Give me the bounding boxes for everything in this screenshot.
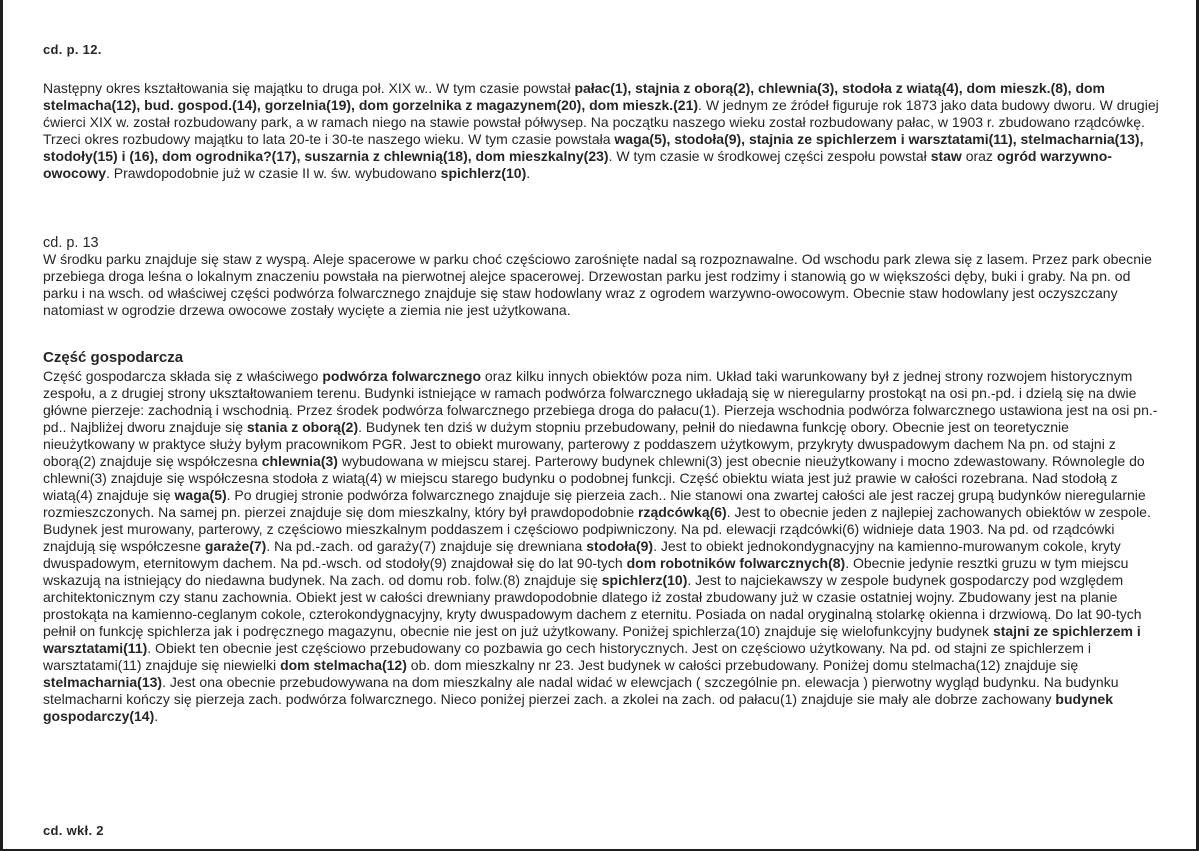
bold-term: pałac(1), stajnia z oborą(2), chlewnia(3), stodoła z wiatą(4), dom mieszk.(8), dom stelmacha(12), bud. gospod.(14), gorzelnia(19), dom gorzelnika z magazynem(20), dom mieszk.(21) (43, 80, 1106, 113)
text-run: . Obecnie jedynie resztki gruzu w tym miejscu wskazują na istniejący do niedawna budynek. Na zach. od domu rob. folw.(8) znajduje się (43, 555, 1129, 588)
bold-term: chlewnia(3) (261, 453, 338, 469)
text-run: wybudowana w miejscu starej. Parterowy budynek chlewni(3) jest obecnie nieużytkowany i mocno zdewastowany. Równolegle do chlewni(3) znajduje się współczesna stodoła z wiatą(4) w miejscu starego budynku o podobnej funkcji. Część obiektu wiata jest już prawie w całości rozebrana. Nad stodołą z wiatą(4) znajduje się (43, 453, 1145, 503)
text-run: . Jest to obecnie jeden z najlepiej zachowanych obiektów w zespole. Budynek jest murowany, parterowy, z częściowo mieszkalnym poddaszem i częściowo podpiwniczony. Na pd. elewacji rządcówki(6) widnieje data 1903. Na pd. od rządcówki znajdują się współczesne (43, 504, 1151, 554)
reference-label-wkl2: cd. wkł. 2 (43, 823, 104, 838)
bold-term: spichlerz(10) (440, 165, 527, 181)
bold-term: stania z oborą(2) (246, 419, 359, 435)
text-run: . (526, 165, 531, 181)
paragraph-economic-part-text (43, 368, 1163, 725)
text-run: W środku parku znajduje się staw z wyspą. Aleje spacerowe w parku choć częściowo zarośnięte nadal są rozpoznawalne. Od wschodu park zlewa się z lasem. Przez park obecnie przebiega droga leśna o lokalnym znaczeniu powstała na pierwotnej alejce spacerowej. Drzewostan parku jest rodzimy i stanowią go w większości dęby, buki i graby. Na pn. od parku i na wsch. od właściwej części podwórza folwarcznego znajduje się staw hodowlany wraz z ogrodem warzywno-owocowym. Obecnie staw hodowlany jest oczyszczany natomiast w ogrodzie drzewa owocowe zostały wycięte a ziemia nie jest użytkowana. (43, 251, 1152, 318)
text-run: oraz (961, 148, 997, 164)
bold-term: staw (930, 148, 962, 164)
bold-term: ogród warzywno-owocowy (43, 148, 1112, 181)
text-run: . Budynek ten dziś w dużym stopniu przebudowany, pełnił do niedawna funkcję obory. Obecnie jest on teoretycznie nieużytkowany w praktyce służy byłym pracownikom PGR. Jest to obiekt murowany, parterowy z poddaszem użytkowym, przykryty dwuspadowym dachem Na pn. od stajni z oborą(2) znajduje się współczesna (43, 419, 1116, 469)
text-run: . Obiekt ten obecnie jest częściowo przebudowany co pozbawia go cech historycznych. Jest on częściowo użytkowany. Na pd. od stajni ze spichlerzem i warsztatami(11) znajduje się niewielki (43, 640, 1091, 673)
bold-term: garaże(7) (204, 538, 267, 554)
text-run: . Jest to obiekt jednokondygnacyjny na kamienno-murowanym cokole, kryty dwuspadowym, eternitowym dachem. Na pd.-wsch. od stodoły(9) znajdował się do lat 90-tych (43, 538, 1121, 571)
paragraph-history (43, 80, 1163, 182)
text-run: Następny okres kształtowania się majątku to druga poł. XIX w.. W tym czasie powstał (43, 80, 575, 96)
paragraph-history-text (43, 80, 1163, 182)
text-run: ob. dom mieszkalny nr 23. Jest budynek w całości przebudowany. Poniżej domu stelmacha(12) znajduje się (406, 657, 1079, 673)
text-run: . Prawdopodobnie już w czasie II w. św. wybudowano (106, 165, 441, 181)
text-run: . (154, 708, 159, 724)
text-run: oraz kilku innych obiektów poza nim. Układ taki warunkowany był z jednej strony rozwojem historycznym zespołu, a z drugiej strony ukształtowaniem terenu. Budynki istniejące w ramach podwórza folwarcznego układają się w nieregularny prostokąt na osi pn.-pd. i dzielą się na dwie główne pierzeje: zachodnią i wschodnią. Przez środek podwórza folwarcznego przebiega droga do pałacu(1). Pierzeja wschodnia podwórza folwarcznego ustawiona jest na osi pn.-pd.. Najbliżej dworu znajduje się (43, 368, 1158, 435)
bold-term: stajni ze spichlerzem i warsztatami(11) (43, 623, 1141, 656)
bold-term: stodoła(9) (586, 538, 654, 554)
reference-label-p12: cd. p. 12. (43, 42, 102, 57)
bold-term: waga(5), stodoła(9), stajnia ze spichlerzem i warsztatami(11), stelmacharnia(13), stodoły(15) i (16), dom ogrodnika?(17), suszarnia z chlewnią(18), dom mieszkalny(23) (43, 131, 1144, 164)
text-run: . Po drugiej stronie podwórza folwarcznego znajduje się pierzeia zach.. Nie stanowi ona zwartej całości ale jest raczej grupą budynków nieregularnie rozmieszczonych. Na samej pn. pierzei znajduje się dom mieszkalny, który był prawdopodobnie (43, 487, 1146, 520)
bold-term: rządcówką(6) (638, 504, 727, 520)
section-title: Część gospodarcza (43, 349, 184, 366)
text-run: . Jest ona obecnie przebudowywana na dom mieszkalny ale nadal widać w elewcjach ( szczególnie pn. elewacja ) pierwotny wygląd budynku. Na budynku stelmacharni kończy się pierzeja zach. podwórza folwarcznego. Nieco poniżej pierzei zach. a zkolei na zach. od pałacu(1) znajduje sie mały ale dobrze zachowany (43, 674, 1119, 707)
bold-term: spichlerz(10) (601, 572, 688, 588)
text-run: . W tym czasie w środkowej części zespołu powstał (608, 148, 931, 164)
text-run: . Jest to najciekawszy w zespole budynek gospodarczy pod względem architektonicznym czy stanu zachownia. Obiekt jest w całości drewniany prawdopodobnie dlatego iż został zbudowany już w czasie ostatniej wojny. Zbudowany jest na planie prostokąta na kamienno-ceglanym cokole, czterokondygnacyjny, kryty dwuspadowym dachem z eternitu. Posiada on nadal oryginalną stolarkę okienna i drzwiową. Do lat 90-tych pełnił on funkcję spichlerza jak i podręcznego magazynu, obecnie nie jest on już użytkowany. Poniżej spichlerza(10) znajduje się wielofunkcyjny budynek (43, 572, 1142, 639)
bold-term: podwórza folwarcznego (322, 368, 482, 384)
bold-term: waga(5) (174, 487, 227, 503)
text-run: Część gospodarcza składa się z właściwego (43, 368, 323, 384)
paragraph-economic-part (43, 368, 1163, 725)
bold-term: stelmacharnia(13) (43, 674, 163, 690)
paragraph-park (43, 251, 1163, 319)
bold-term: budynek gospodarczy(14) (43, 691, 1113, 724)
paragraph-park-text (43, 251, 1163, 319)
bold-term: dom stelmacha(12) (280, 657, 407, 673)
text-run: . W jednym ze źródeł figuruje rok 1873 jako data budowy dworu. W drugiej ćwierci XIX w. został rozbudowany park, a w ramach niego na stawie powstał półwysep. Na początku naszego wieku został rozbudowany pałac, w 1903 r. zbudowano rządcówkę. Trzeci okres rozbudowy majątku to lata 20-te i 30-te naszego wieku. W tym czasie powstała (43, 97, 1159, 147)
reference-label-p13: cd. p. 13 (43, 235, 99, 251)
bold-term: dom robotników folwarcznych(8) (626, 555, 846, 571)
text-run: . Na pd.-zach. od garaży(7) znajduje się drewniana (266, 538, 587, 554)
